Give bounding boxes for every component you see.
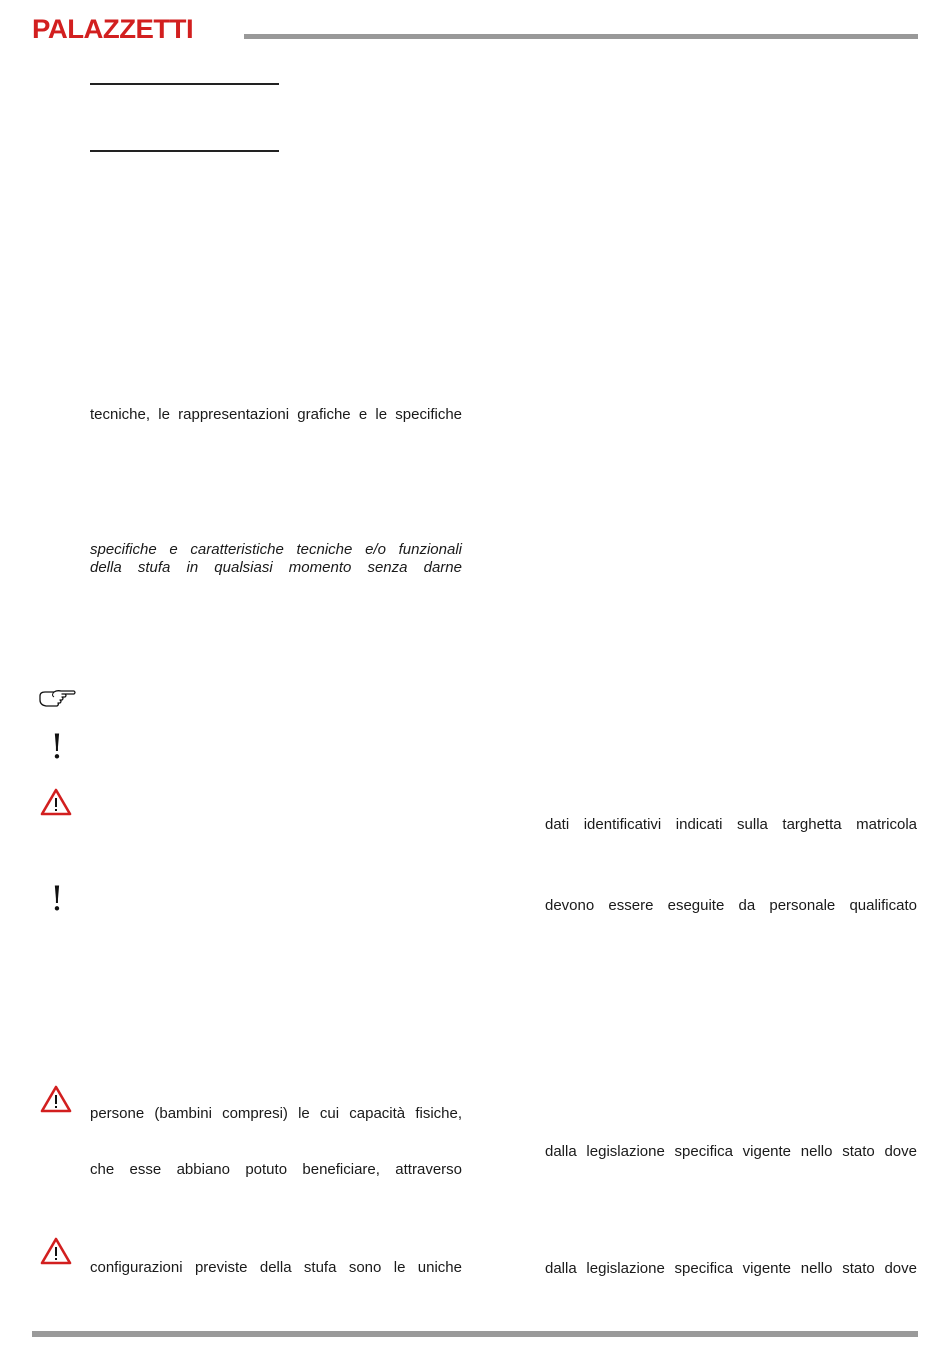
- text-line-identification: dati identificativi indicati sulla targhetta matricola: [545, 816, 917, 833]
- pointing-hand-icon: [38, 688, 78, 710]
- heading-rule-2: [90, 150, 279, 152]
- brand-logo: PALAZZETTI: [32, 14, 194, 44]
- text-line-italic-2: della stufa in qualsiasi momento senza darne: [90, 559, 462, 576]
- header-rule: [244, 34, 918, 39]
- footer-rule: [32, 1331, 918, 1337]
- warning-triangle-icon: [40, 1085, 72, 1113]
- warning-triangle-icon: [40, 1237, 72, 1265]
- exclamation-icon: !: [50, 879, 64, 919]
- text-line-qualified: devono essere eseguite da personale qualificato: [545, 897, 917, 914]
- text-line-config: configurazioni previste della stufa sono le uniche: [90, 1259, 462, 1276]
- warning-triangle-icon: [40, 788, 72, 816]
- text-line-legislation-2: dalla legislazione specifica vigente nello stato dove: [545, 1260, 917, 1277]
- text-line-persons: persone (bambini compresi) le cui capacità fisiche,: [90, 1105, 462, 1122]
- heading-rule-1: [90, 83, 279, 85]
- text-line-legislation-1: dalla legislazione specifica vigente nello stato dove: [545, 1143, 917, 1160]
- text-line-benefit: che esse abbiano potuto beneficiare, attraverso: [90, 1161, 462, 1178]
- exclamation-icon: !: [50, 727, 64, 767]
- text-line-technical: tecniche, le rappresentazioni grafiche e le specifiche: [90, 406, 462, 423]
- text-line-italic-1: specifiche e caratteristiche tecniche e/o funzionali: [90, 541, 462, 558]
